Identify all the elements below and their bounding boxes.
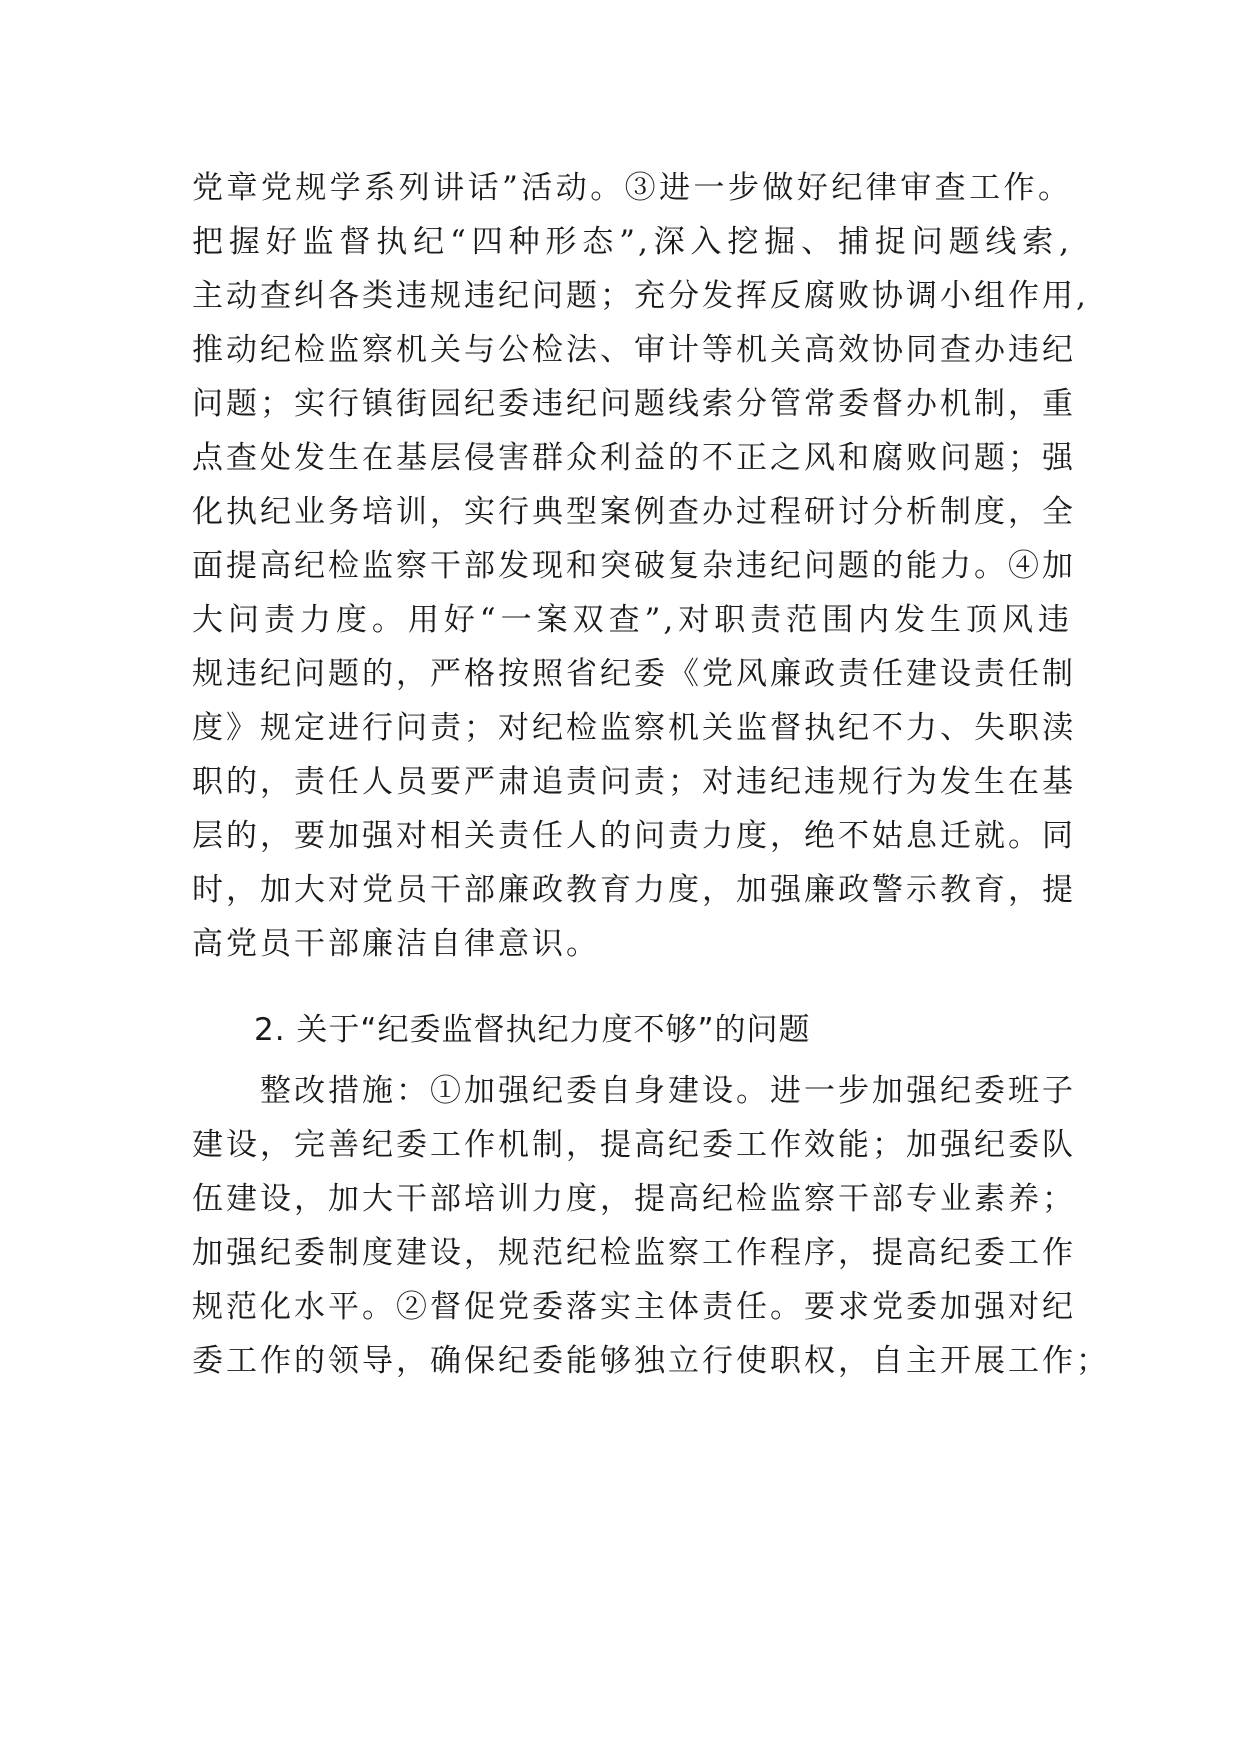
text-line: 度》规定进行问责；对纪检监察机关监督执纪不力、失职渎 bbox=[192, 710, 1076, 746]
text-line: 职的，责任人员要严肃追责问责；对违纪违规行为发生在基 bbox=[192, 764, 1076, 800]
text-line: 主动查纠各类违规违纪问题；充分发挥反腐败协调小组作用, bbox=[192, 278, 1089, 314]
section-heading: 2. 关于“纪委监督执纪力度不够”的问题 bbox=[254, 1012, 811, 1048]
text-line: 面提高纪检监察干部发现和突破复杂违纪问题的能力。④加 bbox=[192, 548, 1076, 584]
text-line: 整改措施：①加强纪委自身建设。进一步加强纪委班子 bbox=[192, 1073, 1076, 1109]
body-paragraph-1 bbox=[192, 161, 1089, 971]
text-line: 时，加大对党员干部廉政教育力度，加强廉政警示教育，提 bbox=[192, 872, 1076, 908]
text-line: 党章党规学系列讲话”活动。③进一步做好纪律审查工作。 bbox=[192, 170, 1072, 206]
text-line: 推动纪检监察机关与公检法、审计等机关高效协同查办违纪 bbox=[192, 332, 1076, 368]
text-line: 规违纪问题的，严格按照省纪委《党风廉政责任建设责任制 bbox=[192, 656, 1076, 692]
text-line: 点查处发生在基层侵害群众利益的不正之风和腐败问题；强 bbox=[192, 440, 1076, 476]
text-line: 层的，要加强对相关责任人的问责力度，绝不姑息迁就。同 bbox=[192, 818, 1076, 854]
text-line: 建设，完善纪委工作机制，提高纪委工作效能；加强纪委队 bbox=[192, 1127, 1076, 1163]
text-line: 规范化水平。②督促党委落实主体责任。要求党委加强对纪 bbox=[192, 1289, 1076, 1325]
text-line: 委工作的领导，确保纪委能够独立行使职权，自主开展工作； bbox=[192, 1343, 1110, 1379]
text-line: 把握好监督执纪“四种形态”,深入挖掘、捕捉问题线索, bbox=[192, 224, 1072, 260]
text-line: 问题；实行镇街园纪委违纪问题线索分管常委督办机制，重 bbox=[192, 386, 1076, 422]
text-line: 伍建设，加大干部培训力度，提高纪检监察干部专业素养； bbox=[192, 1181, 1076, 1217]
text-line: 高党员干部廉洁自律意识。 bbox=[192, 926, 600, 962]
text-line: 大问责力度。用好“一案双查”,对职责范围内发生顶风违 bbox=[192, 602, 1072, 638]
text-line: 化执纪业务培训，实行典型案例查办过程研讨分析制度，全 bbox=[192, 494, 1076, 530]
text-line: 加强纪委制度建设，规范纪检监察工作程序，提高纪委工作 bbox=[192, 1235, 1076, 1271]
body-paragraph-2 bbox=[192, 1064, 1110, 1388]
